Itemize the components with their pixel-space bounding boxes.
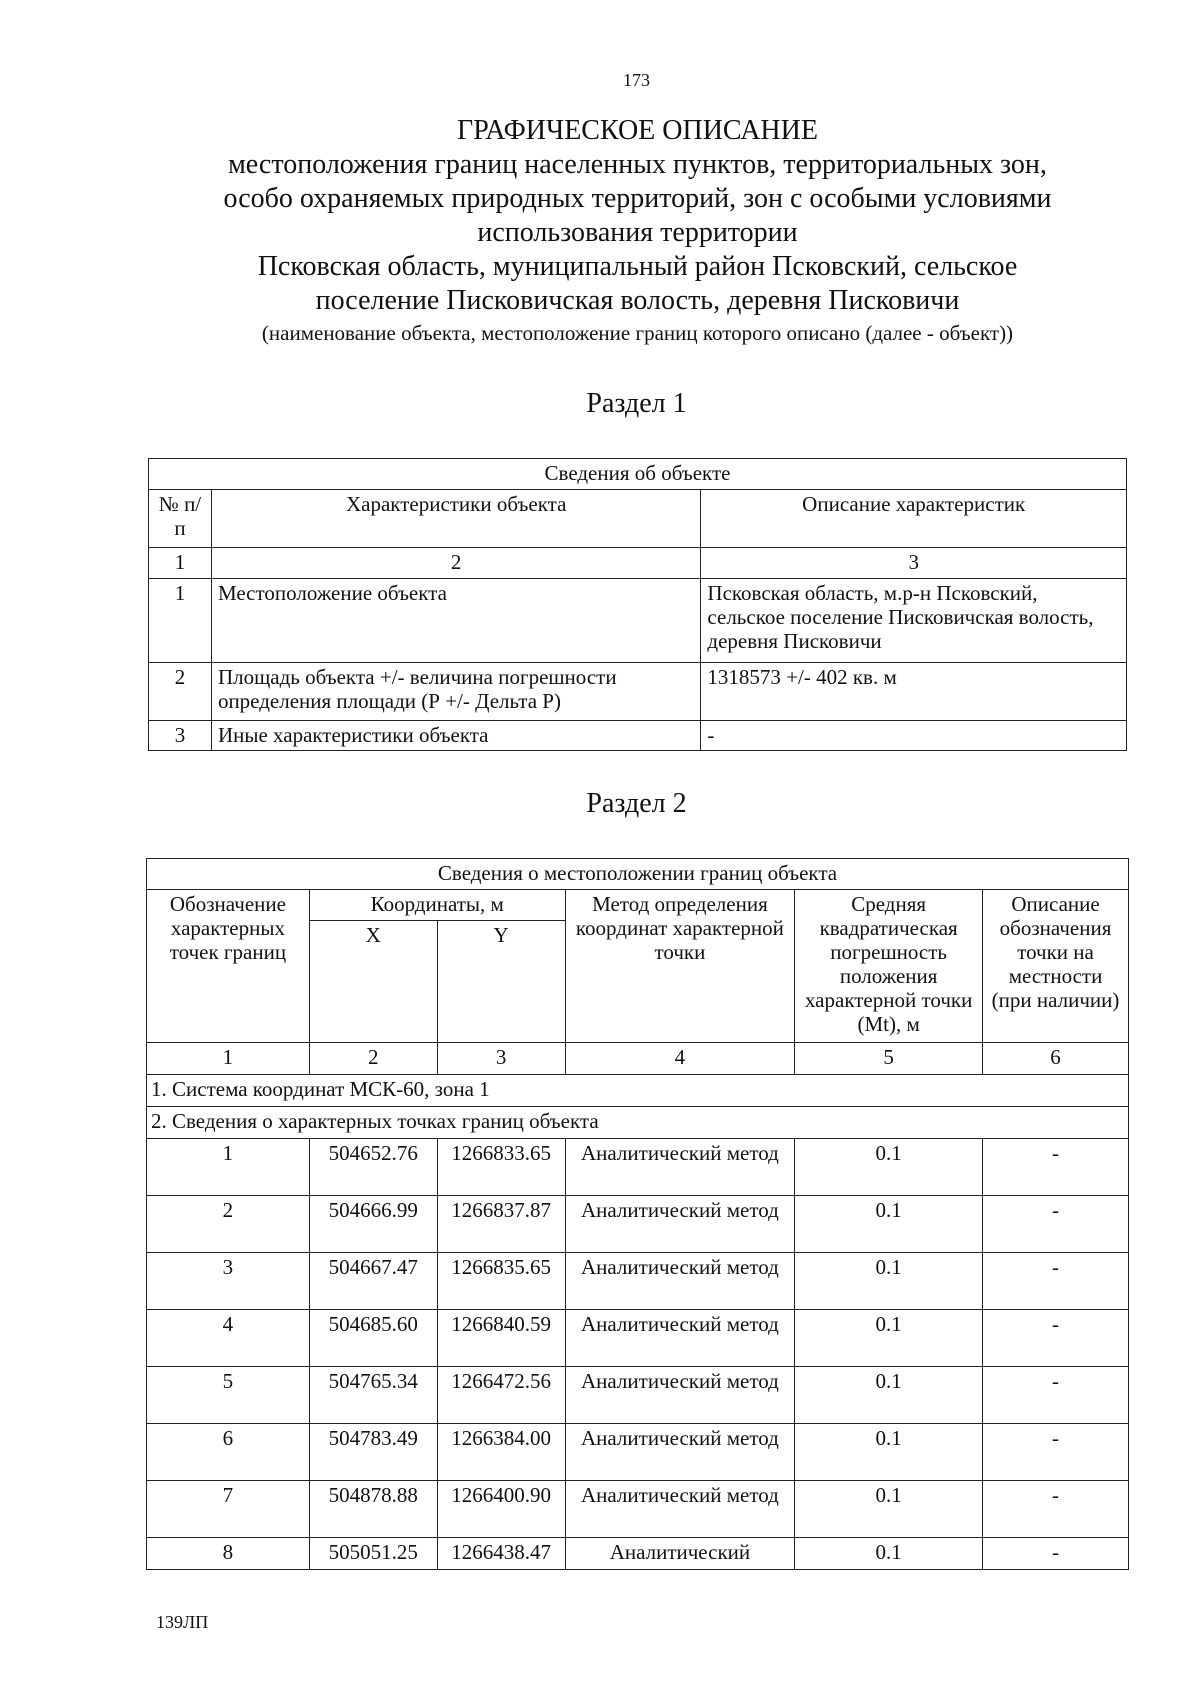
point-y: 1266840.59 bbox=[437, 1310, 565, 1367]
point-x: 504765.34 bbox=[309, 1367, 437, 1424]
table-row bbox=[149, 663, 1127, 721]
header-description: Описание характеристик bbox=[701, 490, 1127, 548]
point-x: 504667.47 bbox=[309, 1253, 437, 1310]
point-y: 1266833.65 bbox=[437, 1139, 565, 1196]
column-number: 3 bbox=[701, 548, 1127, 579]
header-coords: Координаты, м bbox=[309, 890, 565, 921]
table-row bbox=[147, 1196, 1129, 1253]
point-y: 1266384.00 bbox=[437, 1424, 565, 1481]
point-mt: 0.1 bbox=[795, 1538, 983, 1570]
table-title: Сведения об объекте bbox=[149, 459, 1127, 490]
point-mt: 0.1 bbox=[795, 1367, 983, 1424]
point-method: Аналитический метод bbox=[565, 1481, 795, 1538]
point-x: 504666.99 bbox=[309, 1196, 437, 1253]
table-row bbox=[147, 1538, 1129, 1570]
header-num: № п/п bbox=[149, 490, 212, 548]
point-description: - bbox=[983, 1538, 1129, 1570]
point-mt: 0.1 bbox=[795, 1424, 983, 1481]
table-row bbox=[149, 579, 1127, 663]
point-y: 1266400.90 bbox=[437, 1481, 565, 1538]
boundary-points-table bbox=[146, 858, 1129, 1570]
point-mt: 0.1 bbox=[795, 1310, 983, 1367]
row-num: 1 bbox=[149, 579, 212, 663]
point-description: - bbox=[983, 1481, 1129, 1538]
table-row bbox=[147, 1424, 1129, 1481]
row-num: 2 bbox=[149, 663, 212, 721]
row-description: 1318573 +/- 402 кв. м bbox=[701, 663, 1127, 721]
object-info-table bbox=[148, 458, 1127, 751]
row-description: - bbox=[701, 721, 1127, 751]
point-id: 4 bbox=[147, 1310, 310, 1367]
table-row bbox=[147, 1310, 1129, 1367]
point-id: 6 bbox=[147, 1424, 310, 1481]
header-error: Средняя квадратическая погрешность положения характерной точки (Mt), м bbox=[795, 890, 983, 1043]
point-id: 3 bbox=[147, 1253, 310, 1310]
column-number: 6 bbox=[983, 1043, 1129, 1075]
column-number: 4 bbox=[565, 1043, 795, 1075]
point-description: - bbox=[983, 1424, 1129, 1481]
point-description: - bbox=[983, 1253, 1129, 1310]
coordinate-system-row: 1. Система координат МСК-60, зона 1 bbox=[147, 1075, 1129, 1107]
point-y: 1266835.65 bbox=[437, 1253, 565, 1310]
title-caption: (наименование объекта, местоположение границ которого описано (далее - объект)) bbox=[261, 321, 1014, 345]
point-y: 1266837.87 bbox=[437, 1196, 565, 1253]
column-number: 5 bbox=[795, 1043, 983, 1075]
column-number: 2 bbox=[309, 1043, 437, 1075]
page-number: 173 bbox=[623, 70, 650, 90]
point-description: - bbox=[983, 1196, 1129, 1253]
point-method: Аналитический метод bbox=[565, 1139, 795, 1196]
point-method: Аналитический метод bbox=[565, 1253, 795, 1310]
title-line: поселение Писковичская волость, деревня Писковичи bbox=[315, 285, 960, 316]
title-main: ГРАФИЧЕСКОЕ ОПИСАНИЕ bbox=[457, 115, 818, 146]
row-characteristic: Иные характеристики объекта bbox=[211, 721, 700, 751]
point-mt: 0.1 bbox=[795, 1196, 983, 1253]
point-mt: 0.1 bbox=[795, 1253, 983, 1310]
table-row bbox=[147, 1481, 1129, 1538]
point-id: 5 bbox=[147, 1367, 310, 1424]
point-mt: 0.1 bbox=[795, 1481, 983, 1538]
header-method: Метод определения координат характерной точки bbox=[565, 890, 795, 1043]
column-number: 1 bbox=[147, 1043, 310, 1075]
title-line: использования территории bbox=[477, 217, 798, 248]
point-x: 505051.25 bbox=[309, 1538, 437, 1570]
point-id: 2 bbox=[147, 1196, 310, 1253]
column-number: 3 bbox=[437, 1043, 565, 1075]
table-row bbox=[147, 1367, 1129, 1424]
header-characteristic: Характеристики объекта bbox=[211, 490, 700, 548]
row-description: Псковская область, м.р-н Псковский, сельское поселение Писковичская волость, деревня Писковичи bbox=[701, 579, 1127, 663]
table-row bbox=[147, 1139, 1129, 1196]
point-y: 1266438.47 bbox=[437, 1538, 565, 1570]
column-number: 2 bbox=[211, 548, 700, 579]
row-characteristic: Площадь объекта +/- величина погрешности определения площади (Р +/- Дельта Р) bbox=[211, 663, 700, 721]
point-method: Аналитический bbox=[565, 1538, 795, 1570]
point-x: 504652.76 bbox=[309, 1139, 437, 1196]
footer-code: 139ЛП bbox=[156, 1612, 209, 1632]
header-points: Обозначение характерных точек границ bbox=[147, 890, 310, 1043]
point-id: 7 bbox=[147, 1481, 310, 1538]
row-characteristic: Местоположение объекта bbox=[211, 579, 700, 663]
header-y: Y bbox=[437, 921, 565, 1043]
column-number: 1 bbox=[149, 548, 212, 579]
point-id: 1 bbox=[147, 1139, 310, 1196]
table-row bbox=[147, 1253, 1129, 1310]
header-x: X bbox=[309, 921, 437, 1043]
header-point-description: Описание обозначения точки на местности (при наличии) bbox=[983, 890, 1129, 1043]
point-method: Аналитический метод bbox=[565, 1196, 795, 1253]
point-description: - bbox=[983, 1310, 1129, 1367]
point-method: Аналитический метод bbox=[565, 1424, 795, 1481]
point-description: - bbox=[983, 1139, 1129, 1196]
point-x: 504685.60 bbox=[309, 1310, 437, 1367]
point-method: Аналитический метод bbox=[565, 1367, 795, 1424]
point-method: Аналитический метод bbox=[565, 1310, 795, 1367]
section1-heading: Раздел 1 bbox=[586, 388, 687, 419]
point-description: - bbox=[983, 1367, 1129, 1424]
point-x: 504783.49 bbox=[309, 1424, 437, 1481]
point-mt: 0.1 bbox=[795, 1139, 983, 1196]
table-row bbox=[149, 721, 1127, 751]
point-y: 1266472.56 bbox=[437, 1367, 565, 1424]
point-x: 504878.88 bbox=[309, 1481, 437, 1538]
document-title bbox=[150, 114, 1125, 346]
title-line: Псковская область, муниципальный район Псковский, сельское bbox=[257, 251, 1018, 282]
point-id: 8 bbox=[147, 1538, 310, 1570]
title-line: особо охраняемых природных территорий, зон с особыми условиями bbox=[223, 183, 1052, 214]
table-title: Сведения о местоположении границ объекта bbox=[147, 859, 1129, 890]
row-num: 3 bbox=[149, 721, 212, 751]
points-section-row: 2. Сведения о характерных точках границ объекта bbox=[147, 1107, 1129, 1139]
section2-heading: Раздел 2 bbox=[586, 788, 687, 819]
title-line: местоположения границ населенных пунктов, территориальных зон, bbox=[228, 149, 1047, 180]
